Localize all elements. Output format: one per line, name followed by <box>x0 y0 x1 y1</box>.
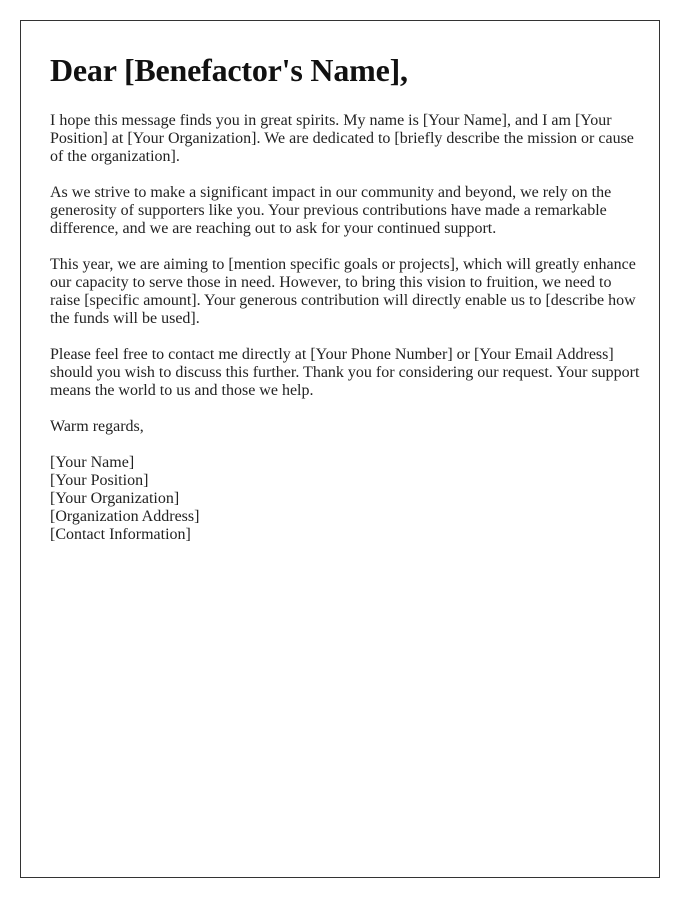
salutation-heading: Dear [Benefactor's Name], <box>50 52 408 88</box>
letter-body <box>50 51 640 544</box>
letter-page <box>20 20 660 878</box>
signature-name: [Your Name] <box>50 454 135 471</box>
signature-block <box>50 454 640 544</box>
impact-paragraph: As we strive to make a significant impact in our community and beyond, we rely on the generosity of supporters like you. Your previous contributions have made a remarkable difference, and we are reaching out to ask for your continued support. <box>50 184 612 237</box>
intro-paragraph: I hope this message finds you in great spirits. My name is [Your Name], and I am [Your Position] at [Your Organization]. We are dedicated to [briefly describe the mission or cause of the organization]. <box>50 112 634 165</box>
contact-paragraph: Please feel free to contact me directly at [Your Phone Number] or [Your Email Address] should you wish to discuss this further. Thank you for considering our request. Your support means the world to us and those we help. <box>50 346 640 399</box>
closing-line: Warm regards, <box>50 418 144 435</box>
signature-organization: [Your Organization] <box>50 490 180 507</box>
goals-paragraph: This year, we are aiming to [mention specific goals or projects], which will greatly enhance our capacity to serve those in need. However, to bring this vision to fruition, we need to raise [specific amount]. Your generous contribution will directly enable us to [describe how the funds will be used]. <box>50 256 636 327</box>
signature-contact: [Contact Information] <box>50 526 191 543</box>
signature-position: [Your Position] <box>50 472 149 489</box>
signature-address: [Organization Address] <box>50 508 200 525</box>
